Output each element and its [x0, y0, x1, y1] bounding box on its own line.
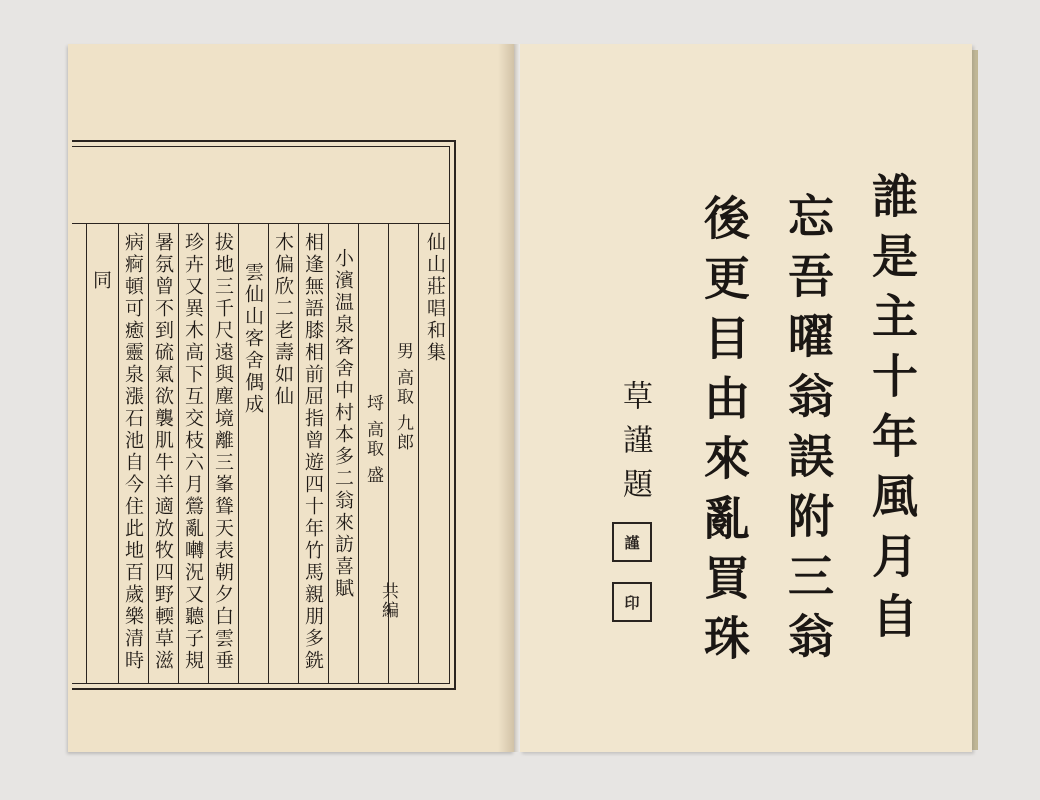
margin-char: 同: [90, 270, 112, 292]
poem1-line1: 相逢無語膝相前屈指曾遊四十年竹馬親朋多銑: [302, 232, 324, 672]
poem2-line3: 暑氛曾不到硫氣欲襲肌牛羊適放牧四野輭草滋: [152, 232, 174, 672]
open-book: [68, 44, 980, 756]
poem2-line4: 病痾頓可癒靈泉漲石池自今住此地百歲樂清時: [122, 232, 144, 672]
author-line-1: 男 高取 九郎: [393, 342, 413, 452]
header-band: [72, 147, 449, 224]
right-page: [520, 44, 972, 752]
signature: 草謹題: [617, 380, 652, 512]
poem2-line2: 珍卉又異木高下互交枝六月鶯亂囀況又聽子規: [182, 232, 204, 672]
poem2-title: 雲仙山客舍偶成: [242, 262, 264, 416]
author-line-1b: 共編: [378, 582, 398, 620]
calligraphy-column-2: 忘吾曜翁誤附三翁: [781, 192, 835, 672]
seal-stamp-2: 印: [612, 582, 652, 622]
seal-stamp-1: 謹: [612, 522, 652, 562]
calligraphy-column-1: 誰是主十年風月自: [865, 172, 919, 652]
poem2-line1: 拔地三千尺遠與塵境離三峯聳天表朝夕白雲垂: [212, 232, 234, 672]
book-title: 仙山莊唱和集: [424, 232, 446, 364]
printed-frame: [72, 140, 456, 690]
left-page: [68, 44, 514, 752]
calligraphy-column-3: 後更目由來亂買珠: [697, 194, 751, 674]
poem1-line2: 木偏欣二老壽如仙: [272, 232, 294, 408]
poem1-title: 小濱温泉客舍中村本多二翁來訪喜賦: [332, 248, 354, 600]
author-line-2: 埒 高取 盛: [363, 394, 383, 485]
